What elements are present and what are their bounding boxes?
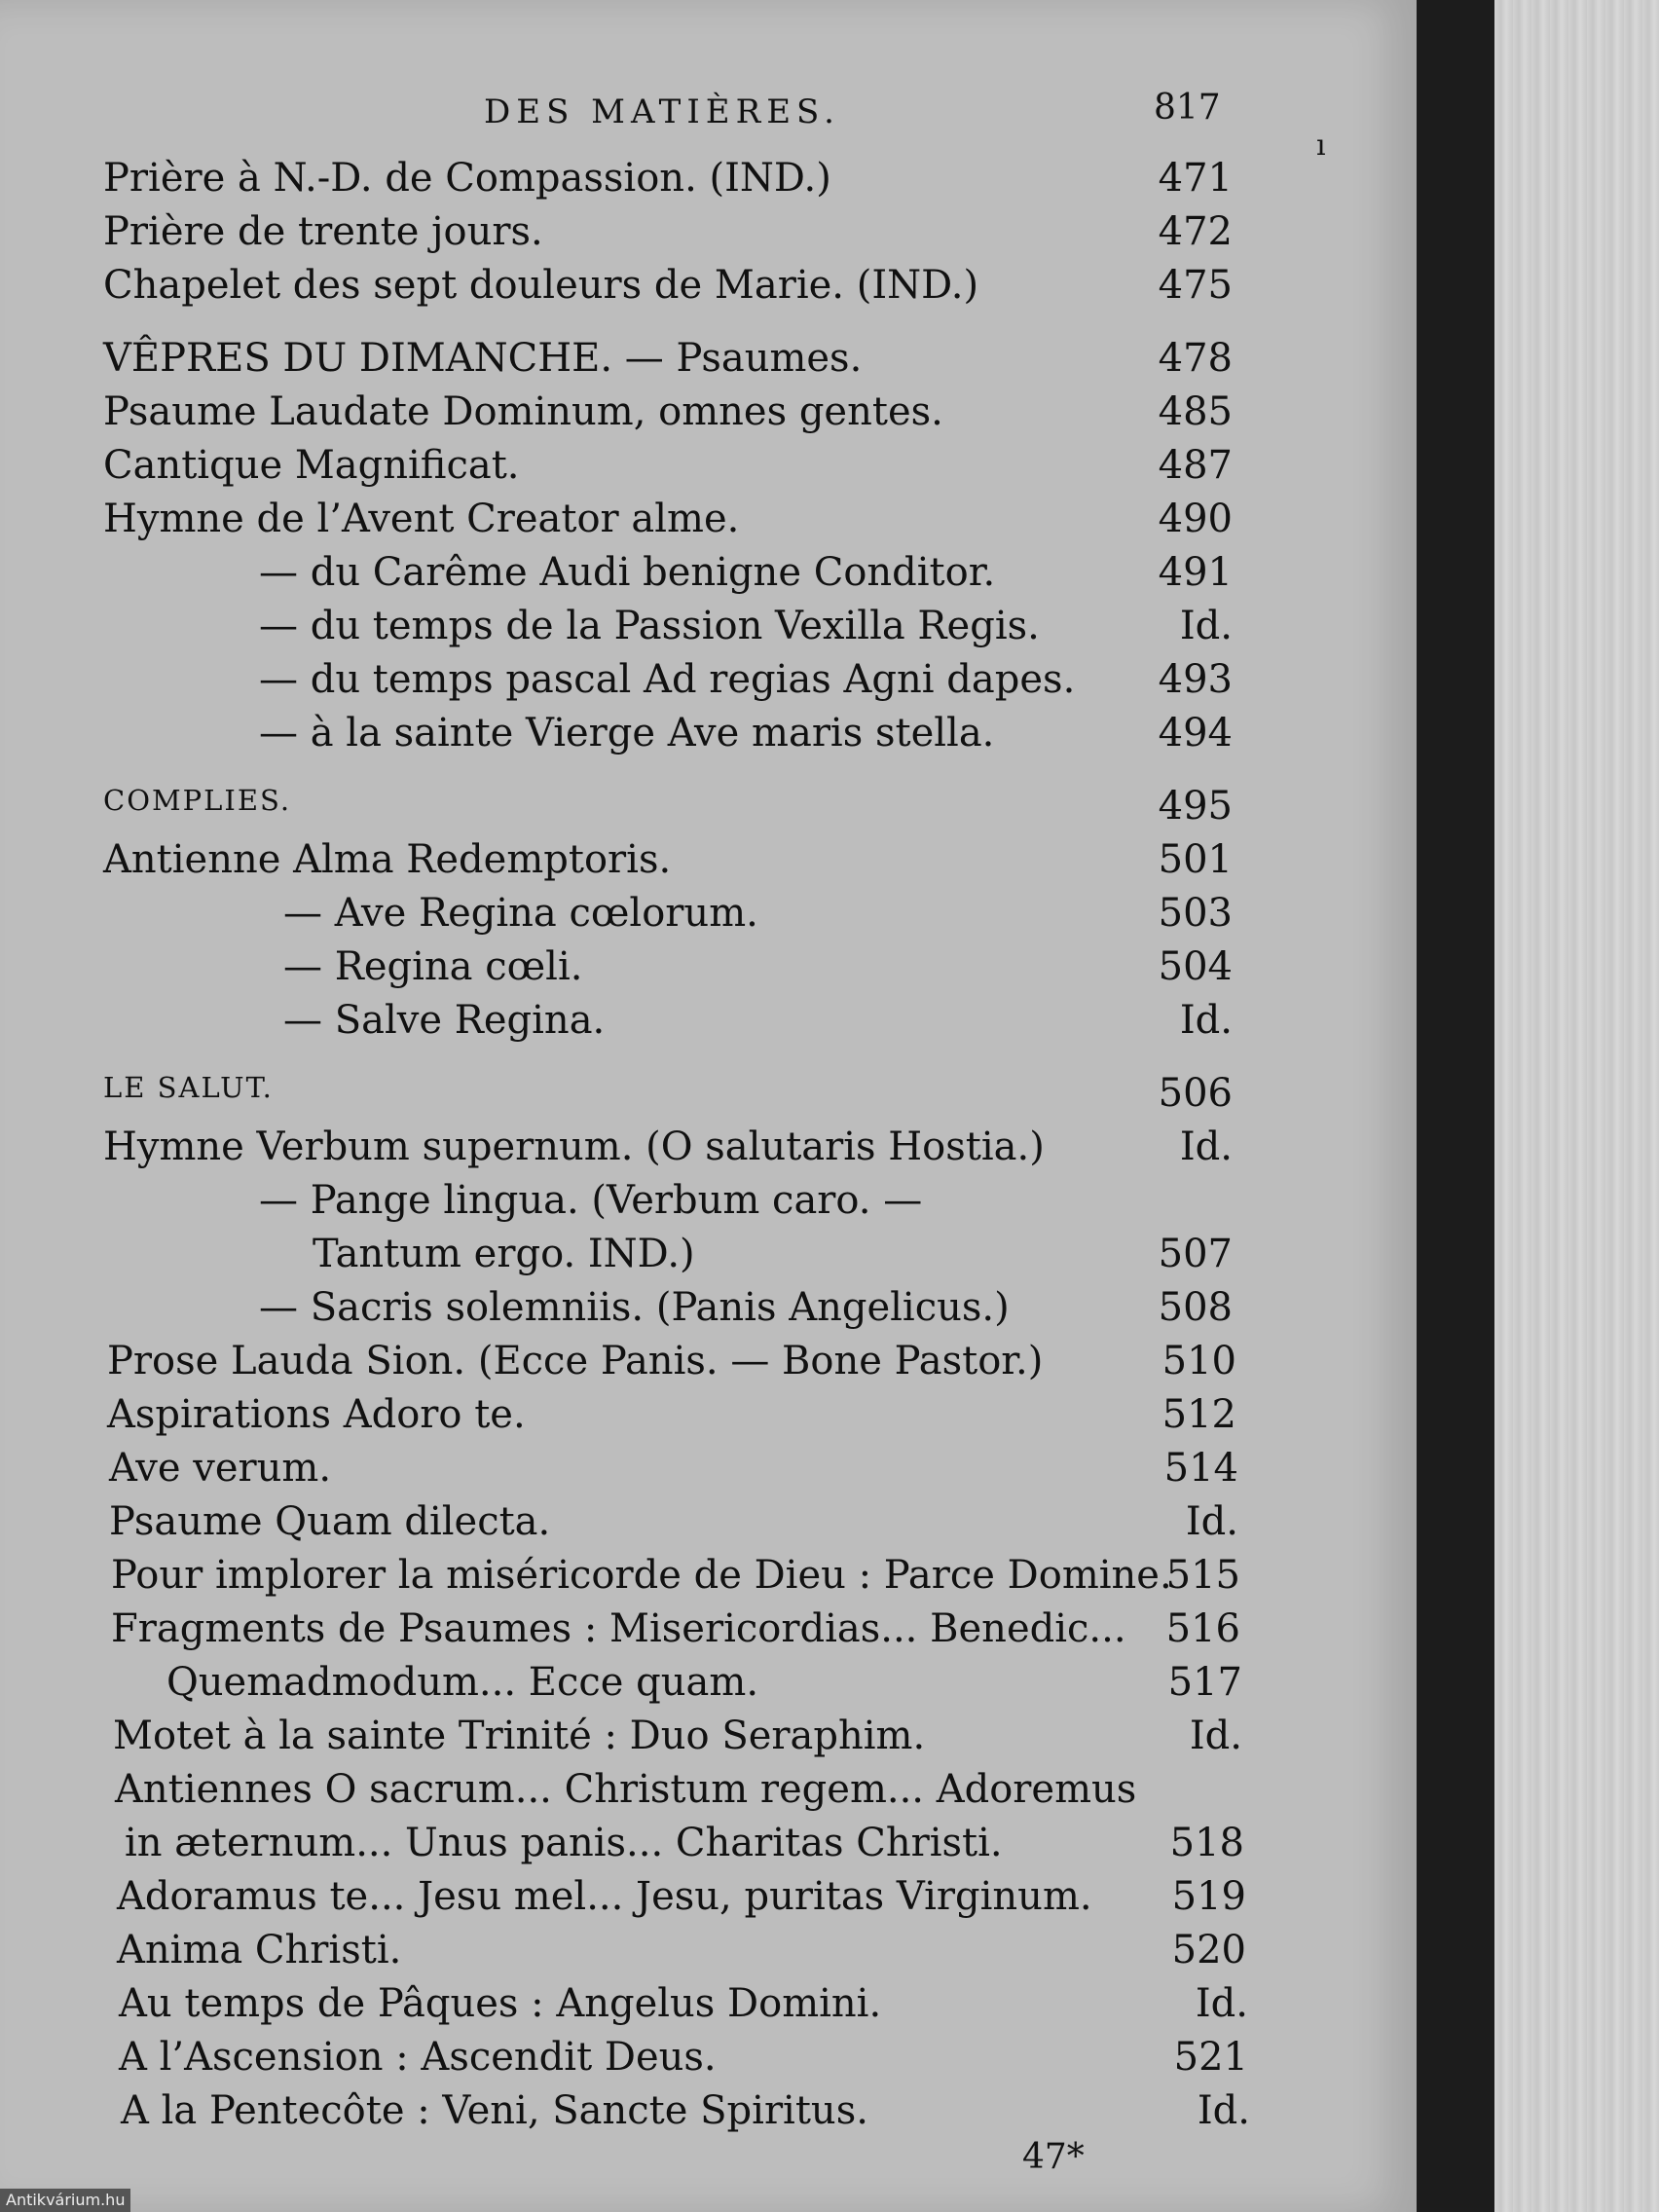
toc-entry-title: — du Carême Audi benigne Conditor. bbox=[259, 550, 996, 595]
toc-entry-page: 510 bbox=[1161, 1339, 1236, 1383]
toc-entry-title: — à la sainte Vierge Ave maris stella. bbox=[259, 711, 995, 756]
ink-mark: ı bbox=[1316, 129, 1326, 163]
toc-entry-page: 514 bbox=[1163, 1446, 1238, 1491]
toc-entry-title: Antiennes O sacrum... Christum regem... Adoremus bbox=[115, 1767, 1137, 1812]
toc-entry-title: Aspirations Adoro te. bbox=[107, 1392, 526, 1437]
toc-entry-title: — Sacris solemniis. (Panis Angelicus.) bbox=[259, 1285, 1010, 1330]
toc-entry-page: 478 bbox=[1158, 336, 1233, 381]
toc-entry-title: Chapelet des sept douleurs de Marie. (IND.) bbox=[103, 263, 979, 308]
toc-entry bbox=[121, 2088, 1250, 2141]
toc-entry-page: 521 bbox=[1173, 2035, 1248, 2080]
toc-entry-page: 504 bbox=[1158, 944, 1233, 989]
toc-entry bbox=[107, 1392, 1236, 1445]
toc-entry bbox=[103, 944, 1233, 997]
toc-entry bbox=[115, 1767, 1244, 1820]
toc-entry-page: 494 bbox=[1158, 711, 1233, 756]
toc-entry-page: 495 bbox=[1158, 784, 1233, 829]
toc-entry bbox=[103, 784, 1233, 836]
toc-entry bbox=[117, 1928, 1246, 1980]
toc-entry-title: Ave verum. bbox=[109, 1446, 332, 1491]
toc-entry-page: 475 bbox=[1158, 263, 1233, 308]
toc-entry bbox=[119, 1981, 1248, 2034]
toc-entry-page: 507 bbox=[1158, 1232, 1233, 1276]
toc-entry-page: Id. bbox=[1189, 1714, 1242, 1758]
toc-entry-title: — du temps de la Passion Vexilla Regis. bbox=[259, 604, 1040, 648]
toc-entry bbox=[109, 1446, 1238, 1498]
running-header: DES MATIÈRES. bbox=[484, 92, 840, 131]
toc-entry-title: Pour implorer la miséricorde de Dieu : Parce Domine. bbox=[111, 1553, 1172, 1598]
toc-entry bbox=[103, 891, 1233, 943]
toc-entry bbox=[103, 389, 1233, 442]
toc-entry-title: Prose Lauda Sion. (Ecce Panis. — Bone Pastor.) bbox=[107, 1339, 1044, 1383]
book-spine-edge bbox=[1417, 0, 1494, 2212]
toc-entry bbox=[103, 837, 1233, 890]
toc-entry bbox=[103, 156, 1233, 208]
toc-entry bbox=[103, 1071, 1233, 1124]
toc-entry-page: 490 bbox=[1158, 497, 1233, 541]
toc-entry-title: Anima Christi. bbox=[117, 1928, 402, 1972]
toc-entry-page: 520 bbox=[1171, 1928, 1246, 1972]
toc-entry-page: 471 bbox=[1158, 156, 1233, 201]
toc-entry bbox=[115, 1821, 1244, 1873]
toc-entry bbox=[113, 1660, 1242, 1713]
toc-entry bbox=[103, 263, 1233, 315]
toc-entry-page: 518 bbox=[1169, 1821, 1244, 1865]
toc-entry-title: Fragments de Psaumes : Misericordias... Benedic... bbox=[111, 1606, 1126, 1651]
watermark: Antikvárium.hu bbox=[0, 2189, 130, 2212]
toc-entry-title: Au temps de Pâques : Angelus Domini. bbox=[119, 1981, 882, 2026]
toc-entry bbox=[103, 443, 1233, 496]
toc-entry bbox=[119, 2035, 1248, 2087]
toc-entry bbox=[103, 336, 1233, 388]
toc-entry-title: Hymne Verbum supernum. (O salutaris Hostia.) bbox=[103, 1124, 1045, 1169]
toc-entry-page: 519 bbox=[1171, 1874, 1246, 1919]
toc-entry-page: Id. bbox=[1179, 1124, 1233, 1169]
toc-entry-title: — Pange lingua. (Verbum caro. — bbox=[259, 1178, 923, 1223]
toc-entry-page: 503 bbox=[1158, 891, 1233, 936]
toc-entry bbox=[111, 1606, 1240, 1659]
toc-entry-page: 501 bbox=[1158, 837, 1233, 882]
toc-entry bbox=[103, 1124, 1233, 1177]
toc-entry-page: 508 bbox=[1158, 1285, 1233, 1330]
signature-mark: 47* bbox=[1022, 2137, 1085, 2177]
toc-entry bbox=[117, 1874, 1246, 1927]
toc-entry-page: 512 bbox=[1161, 1392, 1236, 1437]
toc-entry-title: Quemadmodum... Ecce quam. bbox=[166, 1660, 759, 1705]
toc-entry bbox=[111, 1553, 1240, 1605]
toc-entry-title: Adoramus te... Jesu mel... Jesu, puritas Virginum. bbox=[117, 1874, 1092, 1919]
toc-entry bbox=[109, 1499, 1238, 1552]
toc-entry-page: 472 bbox=[1158, 209, 1233, 254]
toc-entry-page: 516 bbox=[1165, 1606, 1240, 1651]
toc-entry-page: Id. bbox=[1195, 1981, 1248, 2026]
toc-entry-page: 491 bbox=[1158, 550, 1233, 595]
toc-entry bbox=[103, 1285, 1233, 1338]
toc-entry bbox=[103, 604, 1233, 656]
toc-entry-title: Hymne de l’Avent Creator alme. bbox=[103, 497, 740, 541]
toc-entry-title: — Salve Regina. bbox=[283, 998, 606, 1043]
toc-entry-title: A l’Ascension : Ascendit Deus. bbox=[119, 2035, 717, 2080]
toc-entry-title: COMPLIES. bbox=[103, 784, 292, 817]
toc-entry-page: 506 bbox=[1158, 1071, 1233, 1116]
toc-entry-title: Psaume Quam dilecta. bbox=[109, 1499, 551, 1544]
toc-entry-title: Prière de trente jours. bbox=[103, 209, 543, 254]
toc-entry-title: LE SALUT. bbox=[103, 1071, 274, 1104]
toc-entry bbox=[103, 209, 1233, 262]
wood-background bbox=[1494, 0, 1659, 2212]
toc-entry-title: in æternum... Unus panis... Charitas Christi. bbox=[125, 1821, 1003, 1865]
toc-entry-title: Tantum ergo. IND.) bbox=[313, 1232, 695, 1276]
toc-entry-page: Id. bbox=[1179, 604, 1233, 648]
toc-entry-page: 515 bbox=[1165, 1553, 1240, 1598]
toc-entry-page: 487 bbox=[1158, 443, 1233, 488]
toc-entry-title: — du temps pascal Ad regias Agni dapes. bbox=[259, 657, 1076, 702]
toc-entry-page: 517 bbox=[1167, 1660, 1242, 1705]
toc-entry bbox=[103, 1232, 1233, 1284]
toc-entry-title: Motet à la sainte Trinité : Duo Seraphim. bbox=[113, 1714, 926, 1758]
toc-entry bbox=[103, 657, 1233, 710]
toc-entry bbox=[103, 711, 1233, 763]
toc-entry bbox=[113, 1714, 1242, 1766]
toc-entry-title: Psaume Laudate Dominum, omnes gentes. bbox=[103, 389, 943, 434]
toc-entry bbox=[103, 550, 1233, 603]
toc-entry-page: 485 bbox=[1158, 389, 1233, 434]
page-number: 817 bbox=[1154, 88, 1221, 128]
toc-entry-title: — Regina cœli. bbox=[283, 944, 583, 989]
toc-entry-page: Id. bbox=[1179, 998, 1233, 1043]
toc-entry bbox=[103, 497, 1233, 549]
toc-entry bbox=[103, 998, 1233, 1051]
toc-entry bbox=[107, 1339, 1236, 1391]
toc-entry-title: A la Pentecôte : Veni, Sancte Spiritus. bbox=[121, 2088, 868, 2133]
toc-entry-title: Prière à N.-D. de Compassion. (IND.) bbox=[103, 156, 831, 201]
toc-entry-title: Cantique Magnificat. bbox=[103, 443, 520, 488]
toc-entry-page: Id. bbox=[1197, 2088, 1250, 2133]
toc-entry-page: Id. bbox=[1185, 1499, 1238, 1544]
toc-entry-title: Antienne Alma Redemptoris. bbox=[103, 837, 672, 882]
toc-entry bbox=[103, 1178, 1233, 1231]
toc-entry-title: — Ave Regina cœlorum. bbox=[283, 891, 758, 936]
toc-entry-page: 493 bbox=[1158, 657, 1233, 702]
toc-entry-title: VÊPRES DU DIMANCHE. — Psaumes. bbox=[103, 336, 863, 381]
